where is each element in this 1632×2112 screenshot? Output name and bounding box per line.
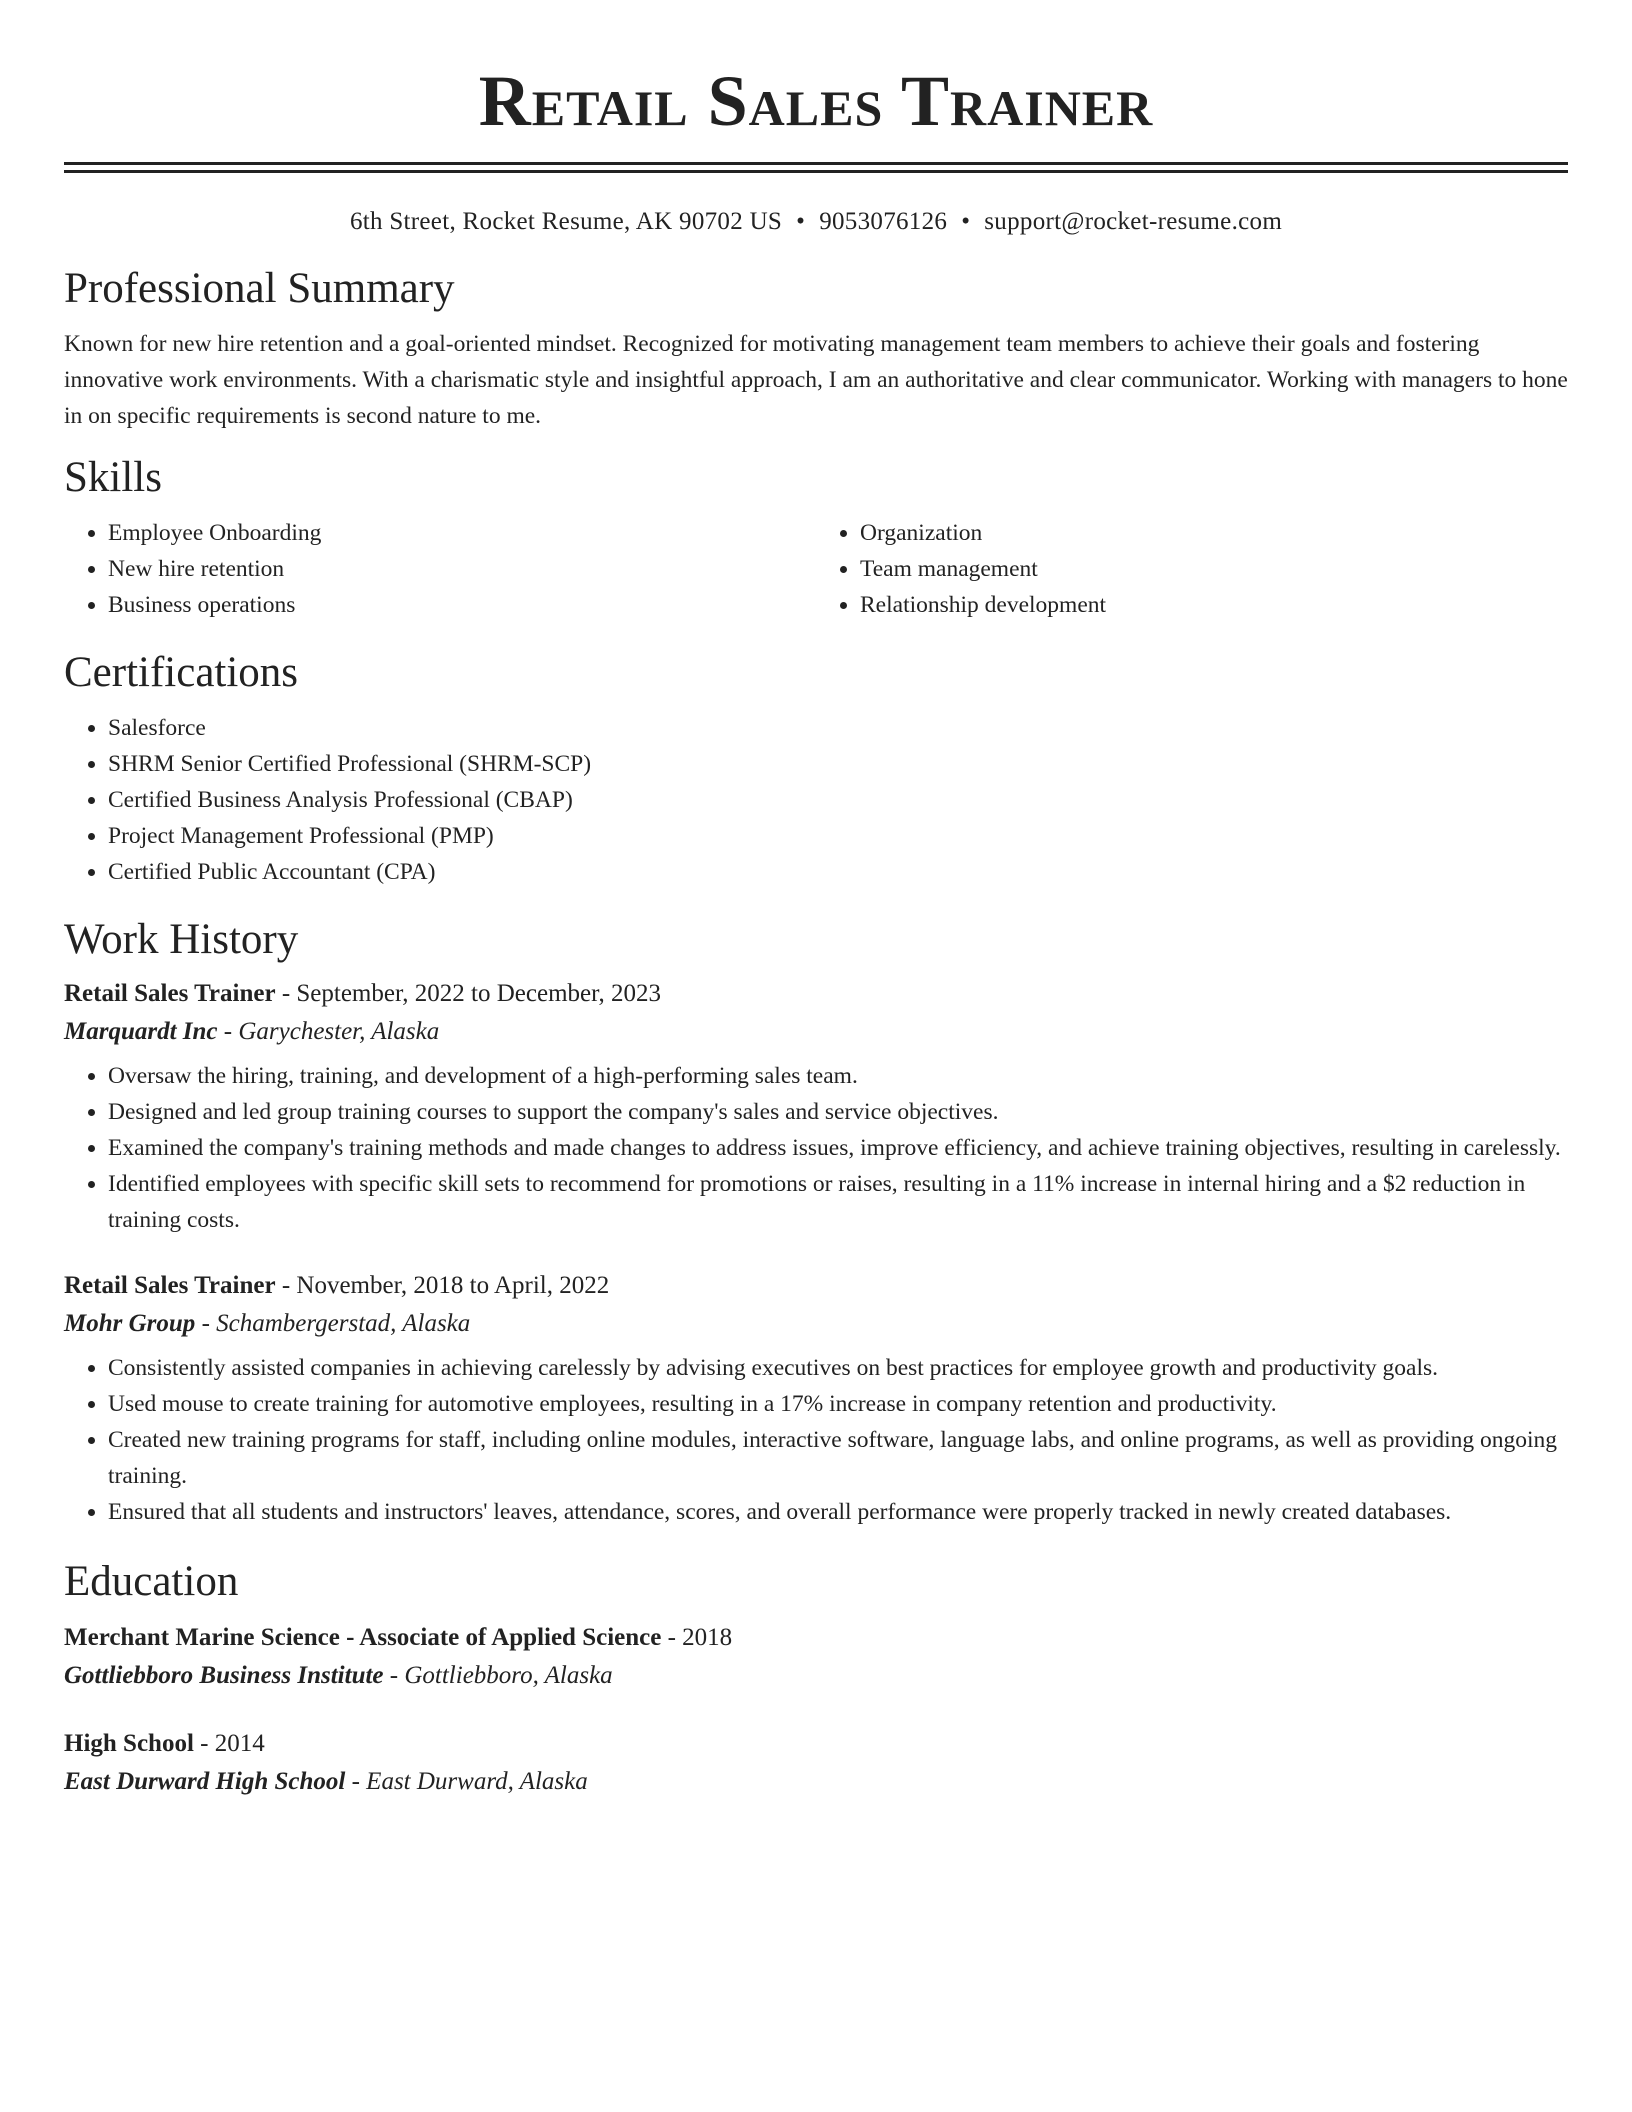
education-entry [64,1726,1568,1802]
education-degree: Merchant Marine Science - Associate of Applied Science [64,1624,662,1651]
certification-item: • Project Management Professional (PMP) [108,818,1568,854]
header-double-rule [64,162,1568,173]
contact-email: support@rocket-resume.com [984,208,1283,235]
job-bullet: • Used mouse to create training for automotive employees, resulting in a 17% increase in company retention and productivity. [108,1386,1568,1422]
certification-item: • Salesforce [108,710,1568,746]
summary-text: Known for new hire retention and a goal-oriented mindset. Recognized for motivating management team members to achieve their goals and fostering innovative work environments. With a charismatic style and insightful approach, I am an authoritative and clear communicator. Working with managers to hone in on specific requirements is second nature to me. [64,331,1568,429]
summary-heading: Professional Summary [64,265,455,312]
education-year: - 2014 [193,1730,265,1757]
certification-item: • Certified Business Analysis Professional (CBAP) [108,782,1568,818]
education-heading: Education [64,1558,239,1605]
contact-separator: • [796,208,806,235]
job-company: Mohr Group [64,1310,196,1337]
skill-item: • Organization [860,515,1568,551]
skill-item: • New hire retention [108,551,816,587]
education-location: - Gottliebboro, Alaska [383,1662,613,1689]
job-title: Retail Sales Trainer [64,1272,276,1299]
job-bullet: • Consistently assisted companies in achieving carelessly by advising executives on best practices for employee growth and productivity goals. [108,1350,1568,1386]
skill-item: • Relationship development [860,587,1568,623]
job-location: - Schambergerstad, Alaska [195,1310,471,1337]
job-bullet: • Oversaw the hiring, training, and development of a high-performing sales team. [108,1058,1568,1094]
job-bullet: • Identified employees with specific skill sets to recommend for promotions or raises, resulting in a 11% increase in internal hiring and a $2 reduction in training costs. [108,1166,1568,1238]
education-degree: High School [64,1730,194,1757]
job-company-line [64,1304,1568,1344]
job-entry [64,976,1568,1238]
job-bullets [64,1058,1568,1238]
job-title-line [64,1268,1568,1304]
certification-item: • SHRM Senior Certified Professional (SHRM-SCP) [108,746,1568,782]
education-location: - East Durward, Alaska [345,1768,588,1795]
job-location: - Garychester, Alaska [217,1018,440,1045]
job-company-line [64,1012,1568,1052]
contact-address: 6th Street, Rocket Resume, AK 90702 US [349,208,783,235]
education-school-line [64,1656,1568,1696]
certification-item: • Certified Public Accountant (CPA) [108,854,1568,890]
job-bullet: • Examined the company's training methods and made changes to address issues, improve efficiency, and achieve training objectives, resulting in carelessly. [108,1130,1568,1166]
contact-separator: • [961,208,971,235]
work-history-heading: Work History [64,916,299,963]
education-degree-line [64,1620,1568,1656]
skills-list [64,515,1568,623]
job-entry [64,1268,1568,1530]
certifications-list [64,710,1568,890]
education-school: Gottliebboro Business Institute [64,1662,384,1689]
skill-item: • Team management [860,551,1568,587]
job-title-line [64,976,1568,1012]
contact-phone: 9053076126 [819,208,948,235]
skills-column-left [64,515,816,623]
education-school: East Durward High School [64,1768,346,1795]
job-bullet: • Created new training programs for staff, including online modules, interactive software, language labs, and online programs, as well as providing ongoing training. [108,1422,1568,1494]
job-bullets [64,1350,1568,1530]
job-title: Retail Sales Trainer [64,980,276,1007]
job-bullet: • Designed and led group training courses to support the company's sales and service objectives. [108,1094,1568,1130]
job-dates: - September, 2022 to December, 2023 [275,980,661,1007]
contact-line [64,207,1568,237]
education-year: - 2018 [661,1624,733,1651]
education-school-line [64,1762,1568,1802]
skills-column-right [816,515,1568,623]
job-company: Marquardt Inc [64,1018,218,1045]
job-dates: - November, 2018 to April, 2022 [275,1272,610,1299]
resume-name: Retail Sales Trainer [478,61,1154,141]
certifications-heading: Certifications [64,649,299,696]
skill-item: • Employee Onboarding [108,515,816,551]
skill-item: • Business operations [108,587,816,623]
education-degree-line [64,1726,1568,1762]
job-bullet: • Ensured that all students and instructors' leaves, attendance, scores, and overall performance were properly tracked in newly created databases. [108,1494,1568,1530]
education-entry [64,1620,1568,1696]
skills-heading: Skills [64,454,162,501]
